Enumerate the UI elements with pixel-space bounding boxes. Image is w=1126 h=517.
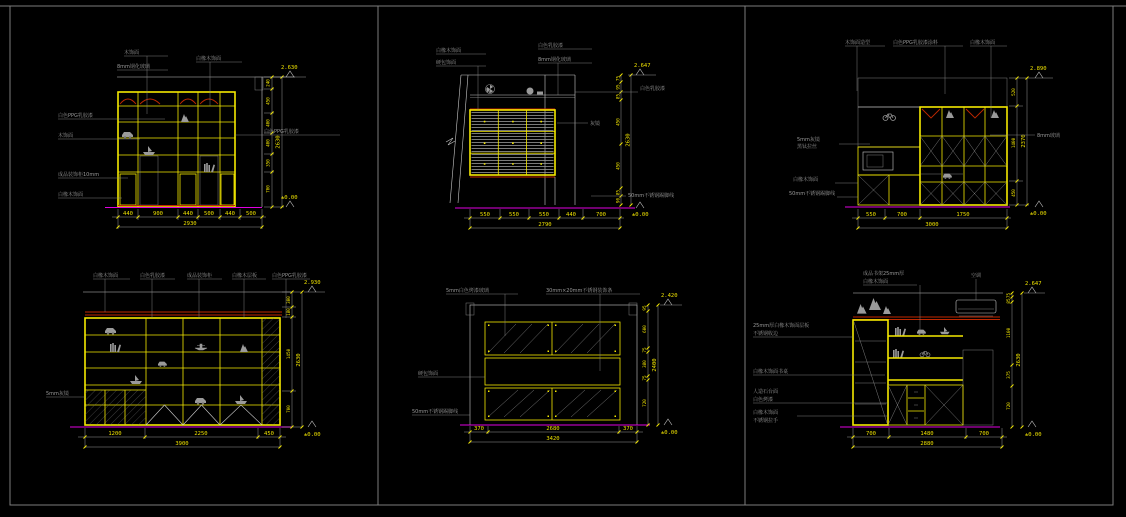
decor-items (122, 114, 215, 172)
dimension-total: 2790 (538, 222, 552, 228)
dimension-chain-right (616, 74, 633, 207)
dimension-value: 700 (266, 185, 272, 193)
base-cabinet-hatch (85, 390, 146, 425)
dimension-value: 700 (897, 212, 907, 218)
dimension-chain-right (1009, 77, 1029, 207)
bookshelf (85, 318, 280, 425)
dimension-value: 95 (616, 84, 622, 90)
annotation-label: 白色乳胶漆 (640, 86, 666, 92)
elevation-marker-top (280, 65, 306, 77)
annotation-label: 5mm灰镜 (797, 137, 820, 143)
dimension-value: 75 (643, 347, 648, 353)
dimension-value: 75 (643, 375, 648, 381)
top-trim (853, 317, 1000, 320)
dimension-value: 95 (643, 305, 648, 311)
dimension-value: 85 (616, 189, 622, 196)
dimension-chain-bottom (112, 209, 266, 229)
dimension-value: 85 (1007, 298, 1012, 304)
dimension-value: 1450 (287, 348, 292, 360)
annotation-label: 5mm白色烤漆玻璃 (446, 288, 489, 294)
annotation-label: 木饰面 (58, 133, 74, 139)
dimension-value: 370 (623, 426, 633, 432)
annotation-label: 黑钛拉丝 (797, 144, 818, 150)
dimension-value: 1100 (1007, 327, 1012, 339)
dimension-chain-right (282, 291, 304, 429)
elevation-marker-bottom (661, 419, 678, 436)
dimension-value: 1400 (1012, 137, 1017, 149)
annotation-label: 白橡木饰面 (753, 410, 779, 416)
dimension-value: 400 (266, 139, 272, 147)
dimension-value: 600 (643, 325, 648, 333)
dimension-value: 90 (616, 197, 622, 204)
annotation-label: 白橡木饰面 (58, 192, 84, 198)
elevation-value: 2.420 (661, 293, 678, 299)
annotations-right (557, 85, 674, 199)
bookcase-column (853, 320, 888, 425)
dimension-value: 720 (643, 399, 648, 407)
elevation-marker-bottom (632, 202, 649, 218)
annotation-label: 不锈钢收边 (753, 331, 779, 337)
dimension-chain-bottom (847, 428, 1007, 449)
dimension-total: 2370 (1021, 134, 1027, 148)
elevation-marker-bottom (1025, 421, 1042, 438)
annotations-top (845, 39, 1007, 118)
dimension-value: 440 (225, 211, 235, 217)
dimension-total: 2400 (652, 358, 658, 372)
annotation-label: 8mm玻璃 (1037, 133, 1060, 139)
dimension-value: 500 (204, 211, 214, 217)
drawer-cabinet (470, 109, 555, 205)
dimension-value: 1200 (108, 431, 122, 437)
dimension-total: 3000 (925, 222, 939, 228)
wall-outline (470, 305, 637, 425)
annotation-label: 白橡木饰面 (793, 177, 819, 183)
dimension-chain-bottom (464, 209, 624, 230)
sheet-frame (0, 6, 1126, 505)
dimension-value: 400 (266, 119, 272, 127)
annotation-label: 30mm×20mm不锈钢装饰条 (546, 288, 613, 294)
elevation-marker-top (304, 280, 325, 292)
dimension-value: 300 (287, 296, 292, 304)
dimension-total: 2630 (625, 133, 632, 147)
dimension-value: 75 (1007, 292, 1012, 299)
annotation-label: 白橡木饰面书桌 (753, 369, 789, 375)
dimension-value: 440 (123, 211, 133, 217)
annotation-label: 成品书架25mm厚 (863, 271, 905, 277)
annotations-left (753, 322, 888, 424)
elevation-marker-top (1024, 281, 1045, 293)
perforated-panel (120, 174, 136, 205)
top-trim (85, 312, 282, 315)
annotation-label: 人造石台面 (753, 389, 779, 395)
perforated-panel (180, 174, 196, 205)
annotations-top (93, 272, 310, 318)
dimension-value: 440 (183, 211, 193, 217)
elevation-view-e (412, 287, 682, 444)
louver-panel (200, 156, 218, 205)
elevation-value: ±0.00 (304, 432, 321, 438)
louver-panel (140, 156, 158, 205)
annotation-right (235, 128, 340, 135)
annotations-top (436, 42, 592, 110)
dimension-value: 75 (616, 75, 622, 82)
cabinet (920, 107, 1007, 205)
louver-strip (485, 358, 620, 385)
dimension-chain-bottom (78, 428, 286, 449)
dimension-chain-bottom (852, 209, 1011, 230)
decor-items (486, 85, 544, 95)
annotation-label: 白橡木饰面 (93, 273, 119, 279)
dimension-value: 700 (287, 405, 292, 413)
elevation-value: 2.647 (1025, 281, 1042, 287)
elevation-marker-top (1029, 66, 1053, 78)
door-cross-diagonals (920, 136, 1007, 166)
elevation-value: 2.647 (634, 63, 651, 69)
air-conditioner (956, 300, 996, 316)
annotation-label: 25mm厚白橡木饰面层板 (753, 323, 810, 329)
annotation-label: 白橡木饰面 (863, 279, 889, 285)
elevation-view-b (436, 42, 674, 230)
annotation-label: 白色PPG乳胶漆 (58, 113, 93, 119)
dimension-value: 380 (643, 360, 648, 368)
glass-panel-bottom (485, 388, 620, 420)
dimension-value: 2250 (194, 431, 208, 437)
dimension-value: 450 (1012, 189, 1017, 197)
dimension-value: 440 (566, 212, 576, 218)
elevation-marker-top (628, 63, 656, 75)
dimension-value: 550 (509, 212, 519, 218)
dimension-value: 370 (474, 426, 484, 432)
annotation-label: 木饰面造型 (845, 40, 871, 46)
elevation-value: 2.930 (304, 280, 321, 286)
wall-shelves (888, 336, 963, 380)
dimension-value: 520 (1012, 88, 1017, 96)
dimension-value: 700 (866, 431, 876, 437)
annotation-label: 空调 (971, 273, 982, 279)
dimension-value: 1480 (920, 431, 934, 437)
dimension-value: 500 (246, 211, 256, 217)
dimension-value: 720 (1007, 402, 1012, 410)
dimension-value: 1750 (956, 212, 970, 218)
dimension-value: 550 (539, 212, 549, 218)
annotation-label: 白橡木饰面 (436, 48, 462, 54)
dimension-total: 2630 (1016, 353, 1022, 367)
annotation-label: 白橡木饰面 (196, 56, 222, 62)
annotation-label: 白橡木层板 (232, 273, 258, 279)
annotation-label: 50mm不锈钢踢脚线 (628, 193, 675, 199)
annotations-left (412, 370, 485, 415)
appliance-shelf (858, 147, 920, 205)
dimension-value: 2680 (546, 426, 560, 432)
annotation-left (46, 390, 85, 397)
dimension-total: 2630 (275, 135, 282, 149)
elevation-value: ±0.00 (632, 212, 649, 218)
dimension-value: 550 (480, 212, 490, 218)
dimension-value: 180 (287, 308, 292, 316)
dimension-value: 85 (616, 93, 622, 100)
dimension-value: 450 (616, 118, 622, 126)
perforated-panel (221, 174, 234, 205)
dimension-total: 2630 (296, 353, 302, 367)
elevation-value: ±0.00 (661, 430, 678, 436)
annotation-label: 8mm钢化玻璃 (117, 64, 150, 70)
dimension-value: 240 (266, 79, 272, 87)
annotation-label: 50mm不锈钢踢脚线 (789, 191, 836, 197)
base-braces (146, 405, 262, 425)
dimension-value: 450 (264, 431, 274, 437)
break-symbol (446, 138, 455, 145)
annotation-label: 灰镜 (590, 121, 601, 127)
annotations-top (863, 270, 981, 336)
elevation-value: ±0.00 (1030, 211, 1047, 217)
dimension-value: 450 (266, 97, 272, 105)
annotation-label: 木饰面 (124, 50, 140, 56)
elevation-view-d (46, 272, 325, 449)
annotation-label: 白色乳胶漆 (538, 43, 564, 49)
annotation-label: 白色PPG乳胶漆涂料 (893, 40, 938, 46)
elevation-value: 2.890 (1030, 66, 1047, 72)
dimension-value: 350 (266, 159, 272, 167)
dimension-value: 375 (1007, 371, 1012, 379)
annotation-label: 成品装饰柜 (187, 273, 213, 279)
glass-panel-top (485, 322, 620, 355)
dimension-chain-right (1006, 292, 1024, 429)
annotation-label: 成品装饰柜10mm (58, 172, 100, 178)
dimension-total: 2930 (183, 221, 197, 227)
annotation-label: 硬包饰面 (418, 371, 439, 377)
dimension-value: 450 (616, 162, 622, 170)
annotations-top (117, 49, 242, 114)
dimension-value: 900 (153, 211, 163, 217)
dimension-chain-right (642, 304, 660, 427)
side-panel-hatch (262, 318, 280, 425)
elevation-marker-bottom (304, 421, 321, 438)
annotation-label: 硬包饰面 (436, 60, 457, 66)
decor-items (857, 298, 950, 358)
arch-niches (120, 99, 218, 104)
elevation-marker-bottom (281, 195, 298, 207)
elevation-view-c (789, 39, 1060, 230)
annotation-label: 不锈钢拉手 (753, 418, 779, 424)
dimension-total: 3900 (175, 441, 189, 447)
annotation-label: 50mm不锈钢踢脚线 (412, 409, 459, 415)
elevation-marker-top (660, 293, 682, 305)
dimension-value: 700 (596, 212, 606, 218)
dimension-chain-right (264, 76, 284, 209)
elevation-value: ±0.00 (1025, 432, 1042, 438)
elevation-value: 2.630 (281, 65, 298, 71)
dimension-chain-bottom (464, 426, 643, 444)
desk-unit (888, 385, 963, 425)
decor-items (883, 110, 999, 179)
cabinet (118, 92, 235, 207)
wall-hatch (963, 350, 993, 425)
dimension-total: 2880 (920, 441, 934, 447)
elevation-value: ±0.00 (281, 195, 298, 201)
elevation-marker-bottom (1030, 201, 1047, 217)
dimension-total: 3420 (546, 436, 560, 442)
annotation-label: 白橡木饰面 (970, 40, 996, 46)
annotation-label: 白色PPG乳胶漆 (272, 273, 307, 279)
annotation-label: 5mm灰镜 (46, 391, 69, 397)
dimension-value: 550 (866, 212, 876, 218)
dimension-value: 700 (979, 431, 989, 437)
annotation-label: 8mm钢化玻璃 (538, 57, 571, 63)
annotation-label: 白色烤漆 (753, 397, 774, 403)
annotation-label: 白色乳胶漆 (140, 273, 166, 279)
annotation-label: 白色PPG乳胶漆 (264, 129, 299, 135)
elevation-view-f (753, 270, 1045, 449)
elevation-view-a (58, 49, 340, 229)
